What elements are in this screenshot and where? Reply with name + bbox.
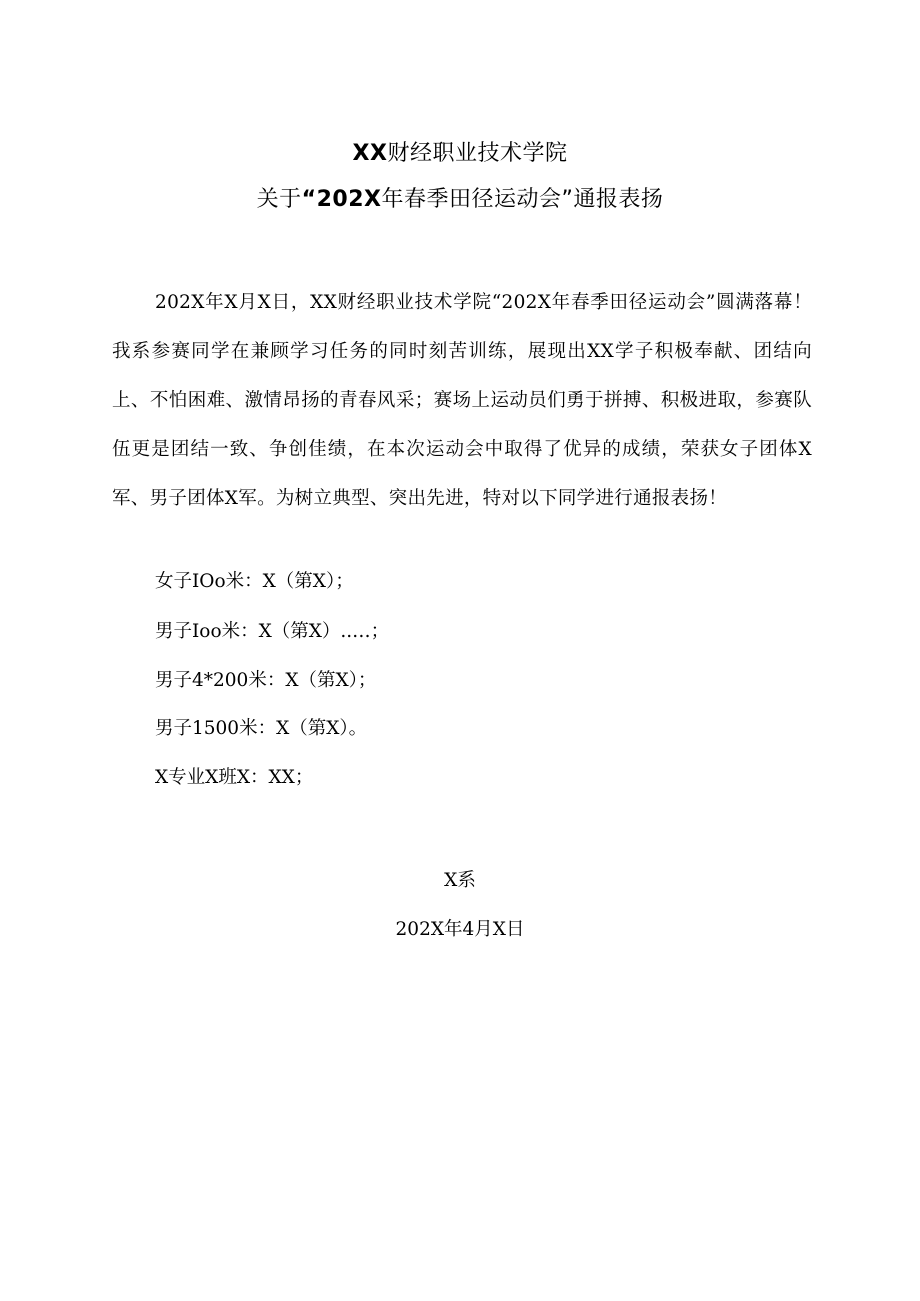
document-title-line-1 — [0, 139, 920, 169]
title-year: “202X — [301, 187, 382, 212]
title-about: 关于 — [256, 187, 302, 212]
signature-date: 202X年4月X日 — [395, 919, 525, 940]
signature-department: X系 — [444, 870, 476, 891]
award-line: 男子4*200米：X（第X）； — [155, 670, 377, 691]
award-line: X专业X班X：XX； — [155, 767, 314, 788]
title-prefix: XX — [352, 141, 388, 166]
award-line: 男子Ioo米：X（第X）..…； — [155, 621, 390, 642]
title-institution: 财经职业技术学院 — [387, 141, 568, 166]
title-event: 年春季田径运动会”通报表扬 — [381, 187, 664, 212]
award-line: 女子IOo米：X（第X）； — [155, 571, 354, 592]
award-line: 男子1500米：X（第X）。 — [155, 718, 368, 739]
document-title-line-2 — [0, 185, 920, 215]
body-paragraph: 202X年X月X日，XX财经职业技术学院“202X年春季田径运动会”圆满落幕！我系参赛同学在兼顾学习任务的同时刻苦训练，展现出XX学子积极奉献、团结向上、不怕困难、激情昂扬的青春风采；赛场上运动员们勇于拼搏、积极进取，参赛队伍更是团结一致、争创佳绩，在本次运动会中取得了优异的成绩，荣获女子团体X军、男子团体X军。为树立典型、突出先进，特对以下同学进行通报表扬！ — [112, 292, 812, 509]
